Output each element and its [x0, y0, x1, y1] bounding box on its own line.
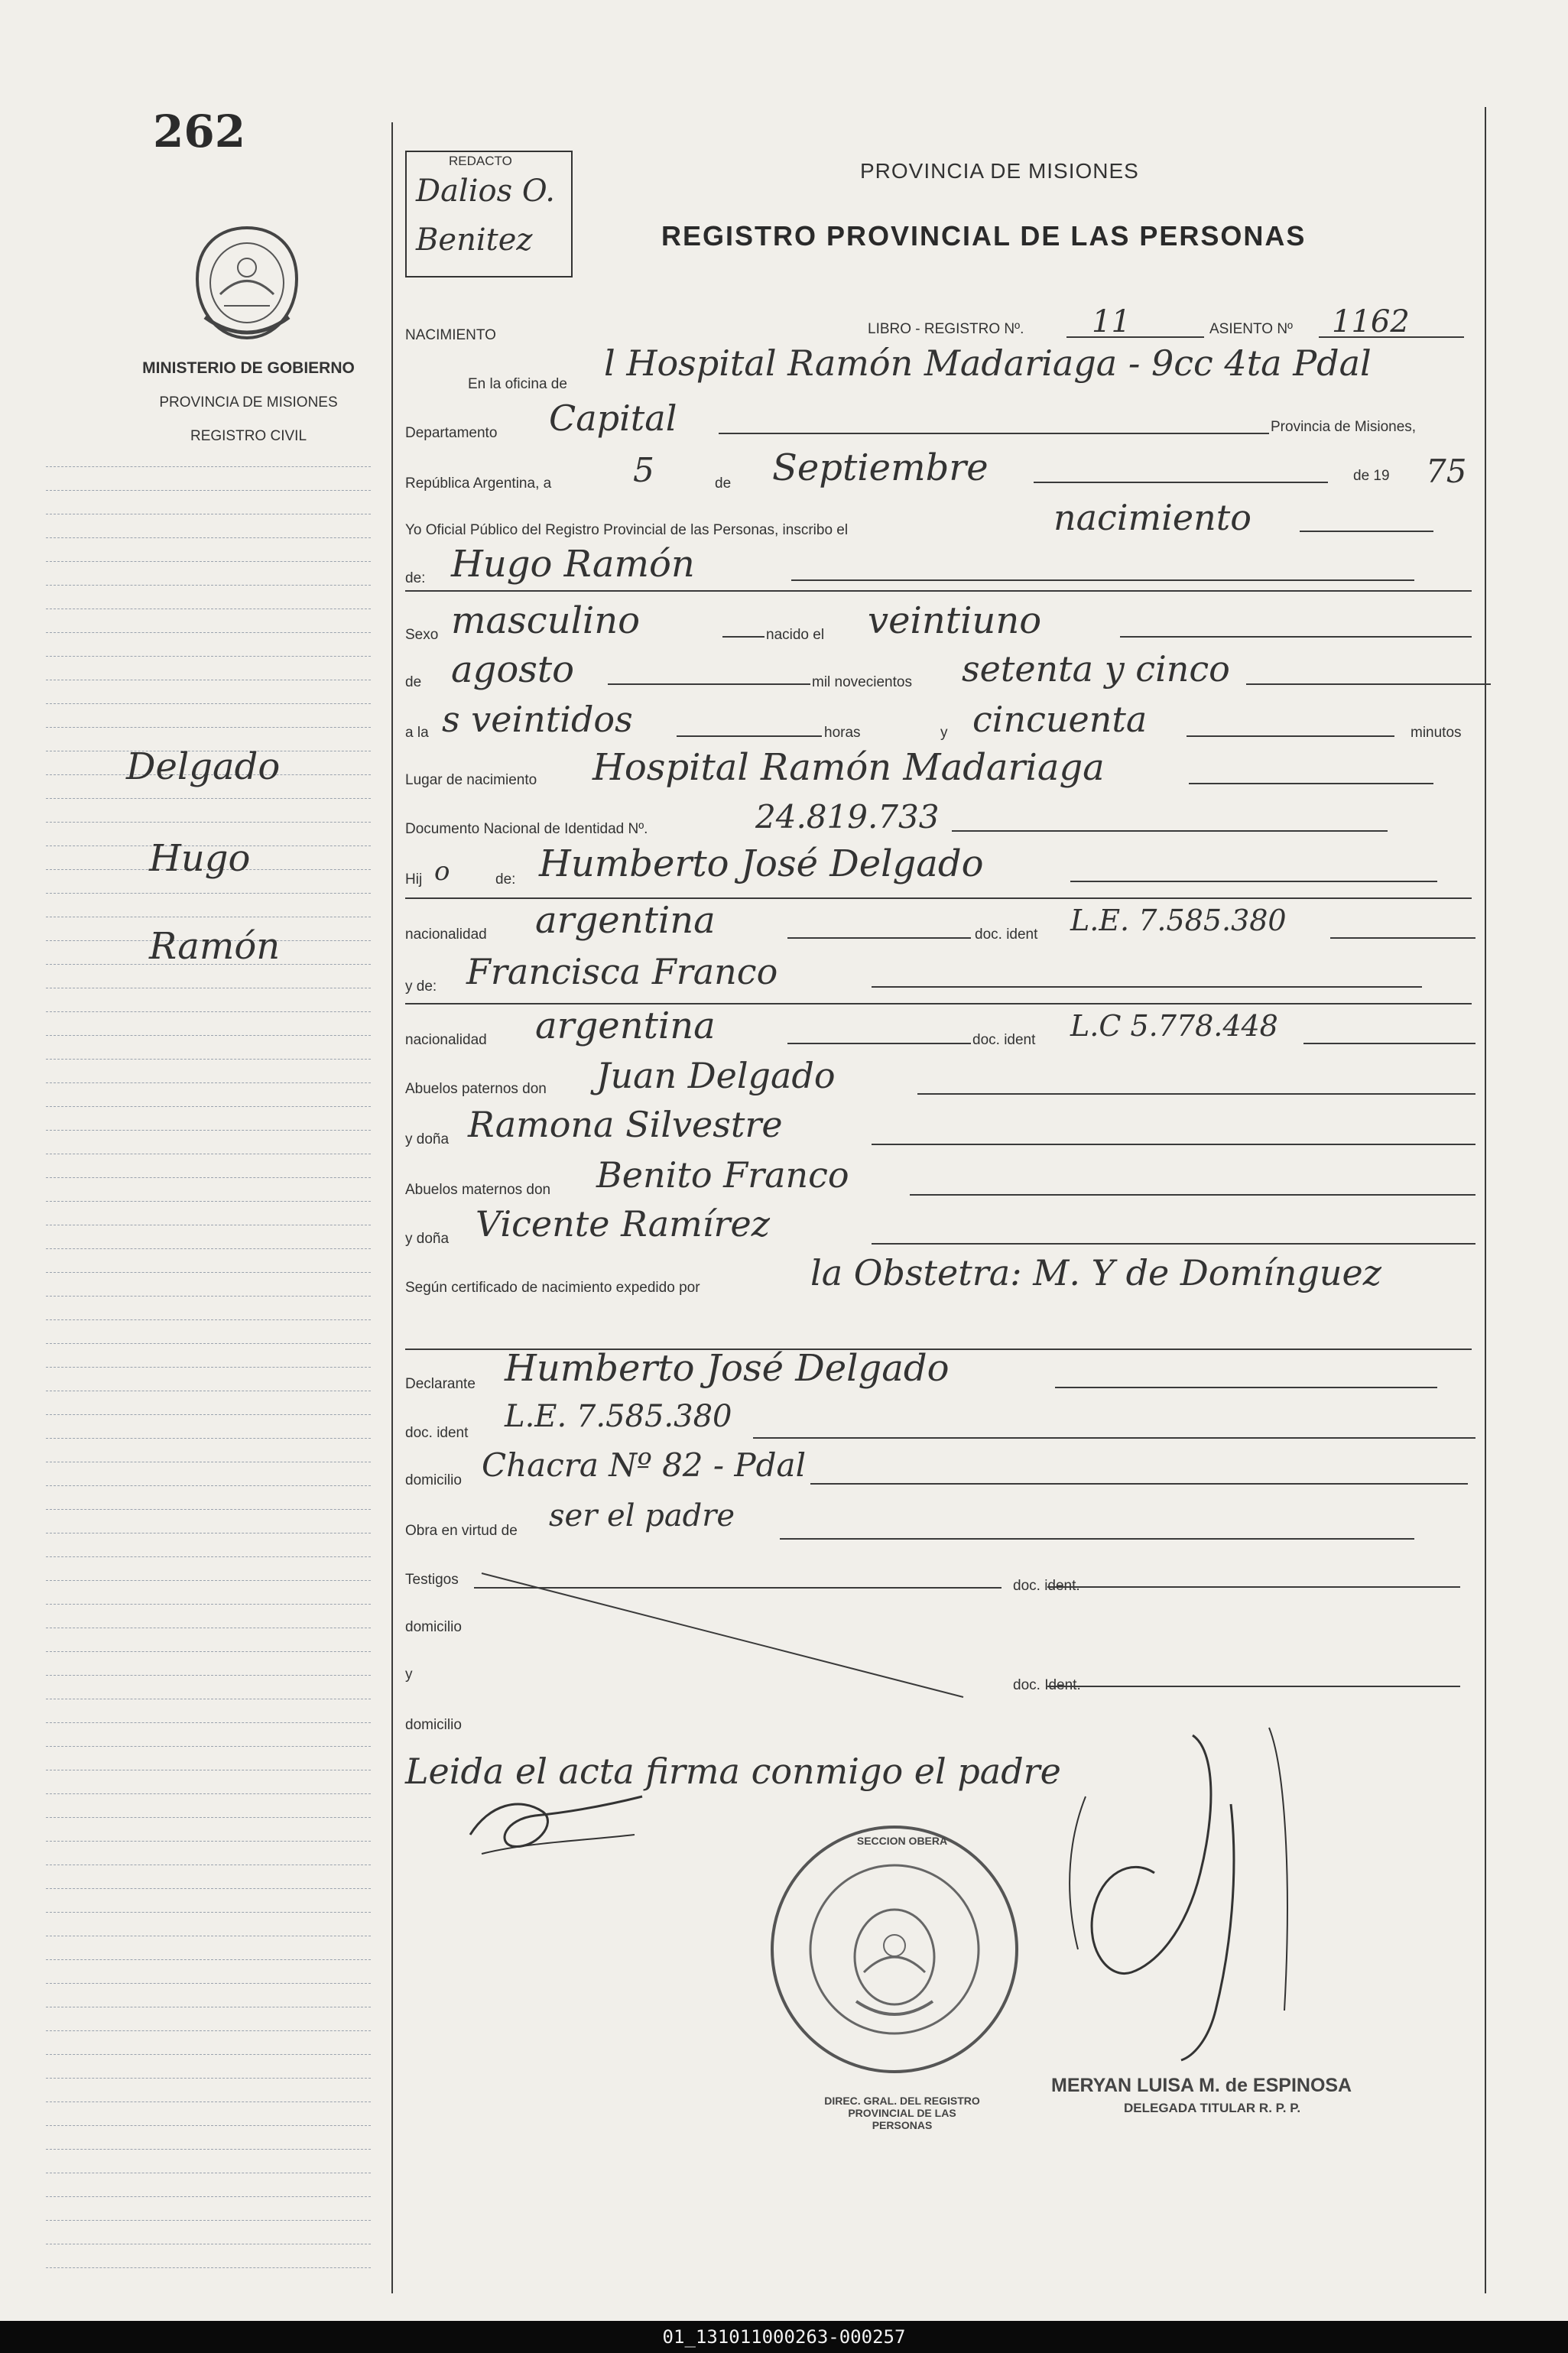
ledger-line: [46, 1722, 371, 1723]
testigos-docident2-label: doc. Ident.: [1013, 1677, 1081, 1693]
ledger-line: [46, 561, 371, 562]
signatory-name: MERYAN LUISA M. de ESPINOSA: [1051, 2075, 1352, 2096]
padre-value: Humberto José Delgado: [539, 842, 984, 885]
ledger-line: [46, 1533, 371, 1534]
testigos-y-label: y: [405, 1667, 413, 1683]
ledger-line: [46, 2030, 371, 2031]
lugar-value: Hospital Ramón Madariaga: [592, 746, 1105, 789]
ledger-line: [46, 1059, 371, 1060]
declarant-signature-icon: [459, 1781, 657, 1865]
ledger-line: [46, 1035, 371, 1036]
y-label: y: [940, 725, 948, 741]
ledger-line: [46, 1272, 371, 1273]
ledger-line: [46, 1746, 371, 1747]
departamento-value: Capital: [549, 398, 677, 439]
registry-stamp-icon: [765, 1819, 1024, 2079]
ledger-line: [46, 466, 371, 467]
ledger-line: [46, 1817, 371, 1818]
abuelos-mat-label: Abuelos maternos don: [405, 1182, 551, 1198]
mes-value: Septiembre: [772, 446, 989, 489]
ledger-line: [46, 1841, 371, 1842]
ledger-line: [46, 1912, 371, 1913]
ledger-line: [46, 1438, 371, 1439]
ledger-line: [46, 1959, 371, 1960]
persona-de-label: de:: [405, 570, 426, 586]
provincia-label: Provincia de Misiones,: [1271, 419, 1417, 435]
certificado-value: la Obstetra: M. Y de Domínguez: [810, 1252, 1381, 1293]
anio-nac-value: setenta y cinco: [962, 648, 1230, 690]
margin-second-name: Ramón: [149, 925, 281, 968]
ledger-line: [46, 1983, 371, 1984]
de-label: de: [715, 475, 732, 492]
stamp-text: DIREC. GRAL. DEL REGISTRO PROVINCIAL DE LAS PERSONAS: [824, 2095, 980, 2131]
registry-subheading: REGISTRO CIVIL: [190, 428, 307, 444]
domicilio-label: domicilio: [405, 1472, 462, 1488]
ledger-line: [46, 1248, 371, 1249]
testigos-docident-label: doc. ident.: [1013, 1578, 1080, 1594]
minutos-label: minutos: [1411, 725, 1462, 741]
signatory-role: DELEGADA TITULAR R. P. P.: [1124, 2101, 1301, 2115]
hijo-suffix: o: [434, 856, 450, 887]
page-number: 262: [153, 105, 246, 157]
ledger-line: [46, 1319, 371, 1320]
asiento-value: 1162: [1332, 304, 1410, 339]
oficina-label: En la oficina de: [468, 376, 567, 392]
acto-value: nacimiento: [1053, 497, 1251, 538]
departamento-label: Departamento: [405, 425, 498, 441]
redacto-box: [405, 151, 573, 277]
nac-madre-label: nacionalidad: [405, 1032, 487, 1048]
ledger-line: [46, 1580, 371, 1581]
ledger-line: [46, 2054, 371, 2055]
domicilio-value: Chacra Nº 82 - Pdal: [482, 1446, 807, 1484]
margin-surname: Delgado: [126, 745, 281, 788]
madre-label: y de:: [405, 979, 437, 995]
ledger-line: [46, 1793, 371, 1794]
oficial-label: Yo Oficial Público del Registro Provincial de las Personas, inscribo el: [405, 522, 849, 538]
ledger-line: [46, 1082, 371, 1083]
ledger-line: [46, 2149, 371, 2150]
ledger-line: [46, 1485, 371, 1486]
ledger-line: [46, 632, 371, 633]
sexo-value: masculino: [451, 599, 641, 642]
ledger-line: [46, 2220, 371, 2221]
libro-label: LIBRO - REGISTRO Nº.: [868, 321, 1024, 337]
abuela-mat-label: y doña: [405, 1231, 450, 1247]
footer-id: 01_131011000263-000257: [0, 2321, 1568, 2353]
province-subheading: PROVINCIA DE MISIONES: [159, 394, 338, 411]
ledger-line: [46, 585, 371, 586]
ministry-heading: MINISTERIO DE GOBIERNO: [142, 359, 355, 377]
ledger-line: [46, 1509, 371, 1510]
redacto-line2: Benitez: [416, 222, 533, 258]
doc-decl-label: doc. ident: [405, 1425, 469, 1441]
minutos-value: cincuenta: [972, 699, 1148, 740]
ledger-line: [46, 2101, 371, 2102]
abuelo-pat-value: Juan Delgado: [596, 1055, 836, 1096]
nac-padre-label: nacionalidad: [405, 927, 487, 943]
abuelo-mat-value: Benito Franco: [596, 1154, 849, 1196]
alas-label: a la: [405, 725, 429, 741]
ledger-line: [46, 490, 371, 491]
obra-label: Obra en virtud de: [405, 1523, 518, 1539]
ledger-line: [46, 703, 371, 704]
doc-decl-value: L.E. 7.585.380: [505, 1399, 732, 1434]
official-signature-icon: [1040, 1720, 1330, 2072]
nac-madre-value: argentina: [535, 1004, 716, 1047]
dia-value: 5: [633, 451, 654, 490]
abuela-mat-value: Vicente Ramírez: [476, 1203, 770, 1245]
dni-value: 24.819.733: [755, 798, 940, 836]
obra-value: ser el padre: [549, 1498, 735, 1534]
testigos-label: Testigos: [405, 1572, 459, 1588]
abuela-pat-label: y doña: [405, 1131, 450, 1147]
doc-padre-value: L.E. 7.585.380: [1070, 904, 1287, 937]
doc-madre-label: doc. ident: [972, 1032, 1036, 1048]
anio-value: 75: [1426, 453, 1467, 490]
hijo-de-label: de:: [495, 871, 516, 888]
ledger-line: [46, 2125, 371, 2126]
oficina-value: l Hospital Ramón Madariaga - 9cc 4ta Pdal: [604, 342, 1372, 384]
madre-value: Francisca Franco: [466, 951, 778, 992]
ledger-line: [46, 822, 371, 823]
nacimiento-label: NACIMIENTO: [405, 327, 496, 343]
ledger-line: [46, 727, 371, 728]
ledger-line: [46, 2267, 371, 2268]
asiento-label: ASIENTO Nº: [1209, 321, 1293, 337]
frame-left-line: [391, 122, 393, 2293]
horas-value: s veintidos: [442, 699, 633, 740]
hijo-label: Hij: [405, 871, 423, 888]
nac-padre-value: argentina: [535, 899, 716, 942]
doc-padre-label: doc. ident: [975, 927, 1038, 943]
ledger-line: [46, 537, 371, 538]
ledger-line: [46, 656, 371, 657]
declarante-value: Humberto José Delgado: [505, 1347, 950, 1390]
ledger-line: [46, 1604, 371, 1605]
declarante-label: Declarante: [405, 1376, 476, 1392]
certificado-label: Según certificado de nacimiento expedido por: [405, 1280, 700, 1296]
de19-label: de 19: [1353, 468, 1390, 484]
testigos-domicilio2-label: domicilio: [405, 1717, 462, 1733]
strike-line: [474, 1567, 1475, 1720]
redacto-label: REDACTO: [449, 154, 512, 168]
nacido-label: nacido el: [766, 627, 825, 643]
frame-right-line: [1485, 107, 1486, 2293]
ledger-line: [46, 1106, 371, 1107]
ledger-line: [46, 2196, 371, 2197]
ledger-line: [46, 2078, 371, 2079]
ledger-line: [46, 1130, 371, 1131]
ledger-line: [46, 1651, 371, 1652]
leida-value: Leida el acta firma conmigo el padre: [405, 1751, 1061, 1792]
ledger-line: [46, 1367, 371, 1368]
ledger-line: [46, 1675, 371, 1676]
margin-given-name: Hugo: [149, 837, 251, 880]
ledger-line: [46, 893, 371, 894]
republica-label: República Argentina, a: [405, 475, 552, 492]
ledger-line: [46, 1414, 371, 1415]
redacto-line1: Dalios O.: [416, 174, 555, 209]
header-province: PROVINCIA DE MISIONES: [860, 159, 1139, 183]
sexo-label: Sexo: [405, 627, 439, 643]
abuelos-pat-label: Abuelos paternos don: [405, 1081, 547, 1097]
mes-nac-value: agosto: [451, 648, 575, 691]
testigos-domicilio-label: domicilio: [405, 1619, 462, 1635]
horas-label: horas: [824, 725, 861, 741]
abuela-pat-value: Ramona Silvestre: [468, 1104, 783, 1145]
ledger-line: [46, 1343, 371, 1344]
stamp-inner-text: SECCION OBERA: [856, 1835, 948, 1847]
nombre-value: Hugo Ramón: [451, 543, 695, 586]
doc-madre-value: L.C 5.778.448: [1070, 1009, 1278, 1043]
ledger-line: [46, 1177, 371, 1178]
coat-of-arms-icon: [190, 222, 304, 344]
header-title: REGISTRO PROVINCIAL DE LAS PERSONAS: [661, 220, 1307, 252]
ledger-line: [46, 798, 371, 799]
mes-nac-de-label: de: [405, 674, 422, 690]
ledger-line: [46, 1011, 371, 1012]
dni-label: Documento Nacional de Identidad Nº.: [405, 821, 648, 837]
ledger-line: [46, 1888, 371, 1889]
milnov-label: mil novecientos: [812, 674, 912, 690]
ledger-line: [46, 1201, 371, 1202]
libro-value: 11: [1092, 304, 1131, 339]
ledger-line: [46, 1556, 371, 1557]
nacido-value: veintiuno: [868, 599, 1042, 642]
ledger-line: [46, 1296, 371, 1297]
lugar-label: Lugar de nacimiento: [405, 772, 537, 788]
